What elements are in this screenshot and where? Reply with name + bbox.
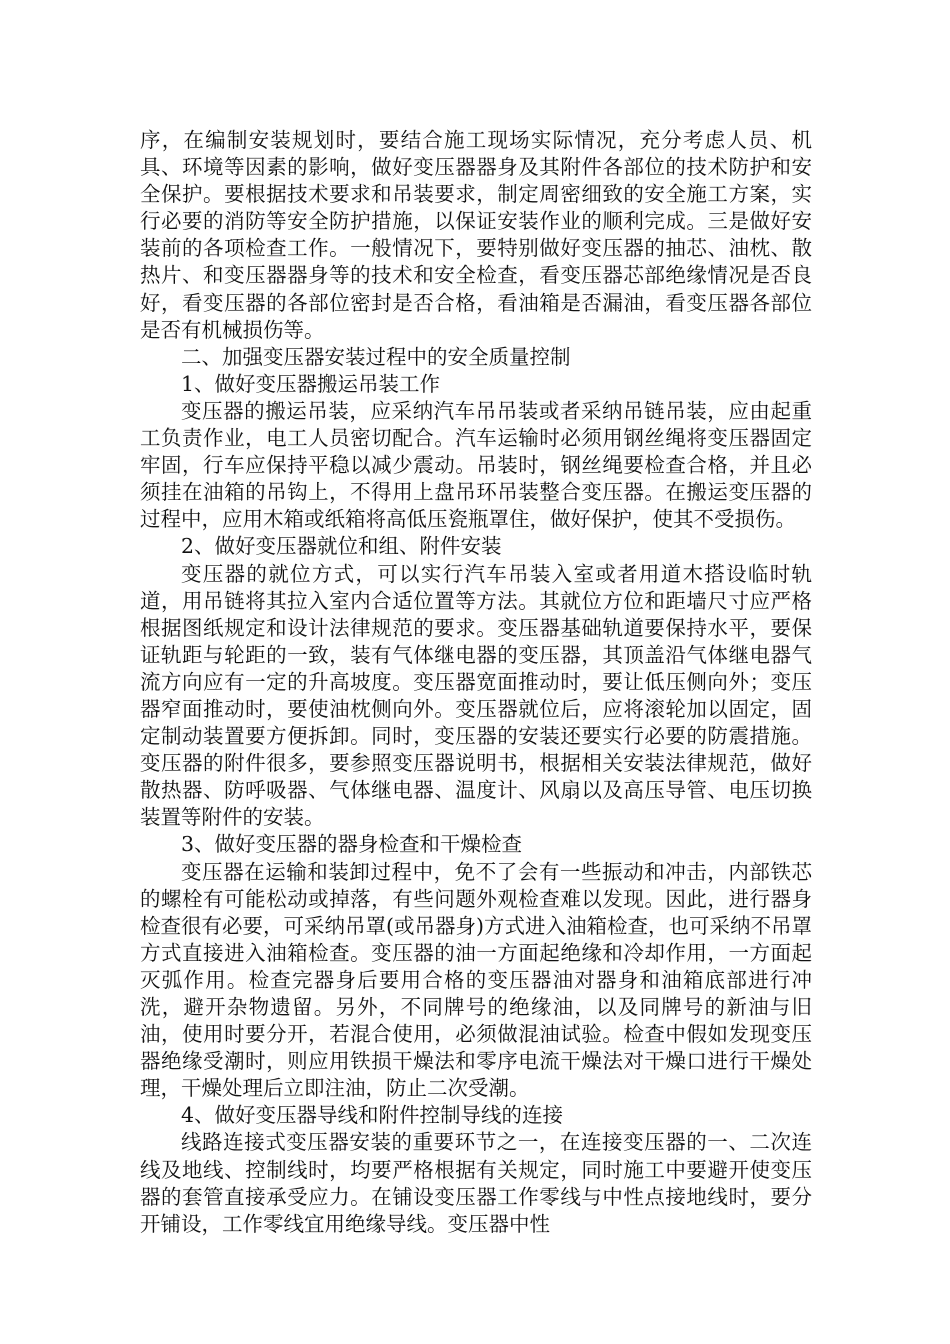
subheading-4: 4、做好变压器导线和附件控制导线的连接 (181, 1103, 564, 1128)
section-heading-2: 二、加强变压器安装过程中的安全质量控制 (181, 344, 571, 369)
subheading-1: 1、做好变压器搬运吊装工作 (181, 371, 441, 396)
paragraph-positioning: 变压器的就位方式，可以实行汽车吊装入室或者用道木搭设临时轨道，用吊链将其拉入室内合适位置等方法。其就位方位和距墙尺寸应严格根据图纸规定和设计法律规范的要求。变压器基础轨道要保持水平，要保证轨距与轮距的一致，装有气体继电器的变压器，其顶盖沿气体继电器气流方向应有一定的升高坡度。变压器宽面推动时，要让低压侧向外；变压器窄面推动时，要使油枕侧向外。变压器就位后，应将滚轮加以固定，固定制动装置要方便拆卸。同时，变压器的安装还要实行必要的防震措施。变压器的附件很多，要参照变压器说明书，根据相关安装法律规范，做好散热器、防呼吸器、气体继电器、温度计、风扇以及高压导管、电压切换装置等附件的安装。 (140, 561, 812, 830)
document-body (140, 127, 812, 1238)
paragraph-wiring: 线路连接式变压器安装的重要环节之一，在连接变压器的一、二次连线及地线、控制线时，均要严格根据有关规定，同时施工中要避开使变压器的套管直接承受应力。在铺设变压器工作零线与中性点接地线时，要分开铺设，工作零线宜用绝缘导线。变压器中性 (140, 1130, 812, 1236)
paragraph-lifting: 变压器的搬运吊装，应采纳汽车吊吊装或者采纳吊链吊装，应由起重工负责作业，电工人员密切配合。汽车运输时必须用钢丝绳将变压器固定牢固，行车应保持平稳以减少震动。吊装时，钢丝绳要检查合格，并且必须挂在油箱的吊钩上，不得用上盘吊环吊装整合变压器。在搬运变压器的过程中，应用木箱或纸箱将高低压瓷瓶罩住，做好保护，使其不受损伤。 (140, 398, 812, 532)
paragraph-intro: 序，在编制安装规划时，要结合施工现场实际情况，充分考虑人员、机具、环境等因素的影响，做好变压器器身及其附件各部位的技术防护和安全保护。要根据技术要求和吊装要求，制定周密细致的安全施工方案，实行必要的消防等安全防护措施，以保证安装作业的顺利完成。三是做好安装前的各项检查工作。一般情况下，要特别做好变压器的抽芯、油枕、散热片、和变压器器身等的技术和安全检查，看变压器芯部绝缘情况是否良好，看变压器的各部位密封是否合格，看油箱是否漏油，看变压器各部位是否有机械损伤等。 (140, 128, 812, 342)
paragraph-inspection: 变压器在运输和装卸过程中，免不了会有一些振动和冲击，内部铁芯的螺栓有可能松动或掉落，有些问题外观检查难以发现。因此，进行器身检查很有必要，可采纳吊罩(或吊器身)方式进入油箱检查，也可采纳不吊罩方式直接进入油箱检查。变压器的油一方面起绝缘和冷却作用，一方面起灭弧作用。检查完器身后要用合格的变压器油对器身和油箱底部进行冲洗，避开杂物遗留。另外，不同牌号的绝缘油，以及同牌号的新油与旧油，使用时要分开，若混合使用，必须做混油试验。检查中假如发现变压器绝缘受潮时，则应用铁损干燥法和零序电流干燥法对干燥口进行干燥处理，干燥处理后立即注油，防止二次受潮。 (140, 859, 812, 1101)
subheading-3: 3、做好变压器的器身检查和干燥检查 (181, 832, 523, 857)
subheading-2: 2、做好变压器就位和组、附件安装 (181, 534, 502, 559)
